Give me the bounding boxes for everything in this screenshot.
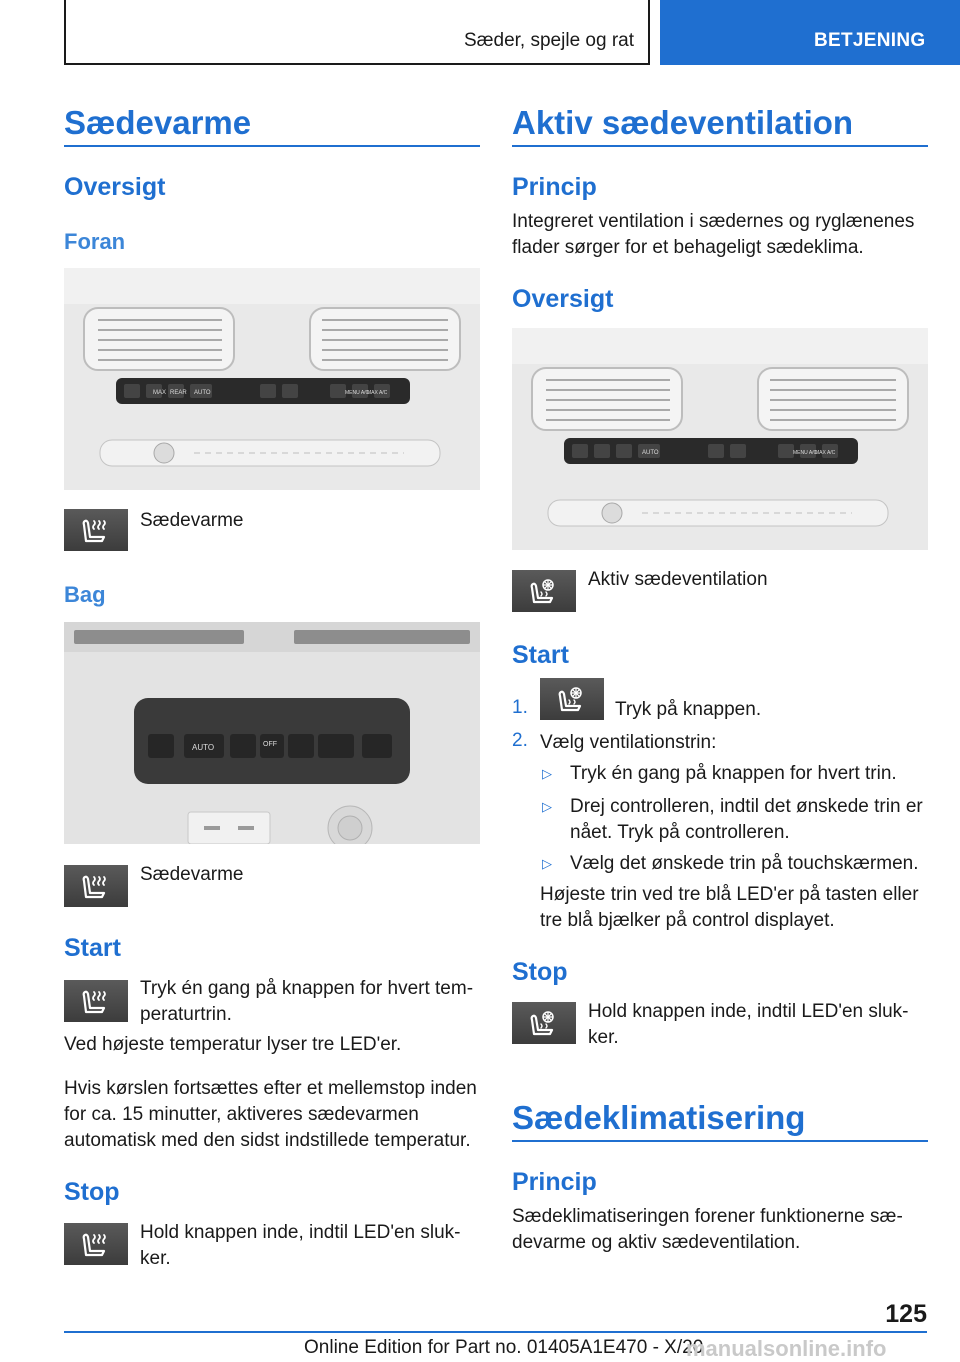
page-number: 125	[885, 1300, 927, 1328]
seat-heating-icon	[64, 1223, 128, 1265]
overview-heading: Oversigt	[512, 285, 614, 313]
seat-heating-title: Sædevarme	[64, 104, 252, 141]
step2-note: Højeste trin ved tre blå LED'er på tasten eller tre blå bjælker på control displayet.	[540, 884, 919, 931]
overview-heading: Oversigt	[64, 173, 166, 201]
rear-panel-off-label: OFF	[263, 741, 277, 748]
seat-ventilation-icon	[540, 678, 604, 720]
front-panel-max-ac-label: MAX A/C	[815, 450, 836, 456]
seat-heating-icon	[64, 980, 128, 1022]
step-text: Tryk på knappen.	[615, 699, 762, 720]
rear-heading: Bag	[64, 582, 106, 607]
rear-caption: Sædevarme	[140, 864, 244, 885]
seat-ventilation-icon	[512, 1002, 576, 1044]
stop-text: Hold knappen inde, indtil LED'en slukker.	[140, 1222, 461, 1269]
seat-ventilation-title: Aktiv sædeventilation	[512, 104, 854, 141]
principle-text: Sædeklimatiseringen forener funktionerne sædevarme og aktiv sædeventilation.	[512, 1206, 903, 1253]
footer-edition: Online Edition for Part no. 01405A1E470 - X/20	[304, 1337, 704, 1358]
principle-heading: Princip	[512, 173, 597, 201]
front-panel-max-ac-label: MAX A/C	[367, 390, 388, 396]
stop-heading: Stop	[64, 1178, 120, 1206]
step-text: Vælg ventilationstrin:	[540, 732, 717, 753]
principle-text: Integreret ventilation i sædernes og ryglænenes flader sørger for et behageligt sædeklima.	[512, 211, 915, 258]
triangle-right-icon: ▷	[542, 856, 552, 871]
footer-rule	[64, 1331, 927, 1333]
title-underline	[512, 145, 928, 147]
step-number: 2.	[512, 730, 528, 751]
front-console-photo	[512, 328, 928, 550]
front-heading: Foran	[64, 229, 126, 254]
header-chapter-title: BETJENING	[814, 30, 926, 51]
header-section-title: Sæder, spejle og rat	[463, 30, 634, 51]
start-heading: Start	[64, 934, 121, 962]
front-caption: Sædevarme	[140, 510, 244, 531]
seat-heating-icon	[64, 865, 128, 907]
bullet-item: Drej controlleren, indtil det ønskede trin er nået. Tryk på controlleren.	[570, 796, 923, 843]
title-underline	[64, 145, 480, 147]
bullet-item: Vælg det ønskede trin på touchskærmen.	[570, 853, 919, 874]
seat-heating-icon	[64, 509, 128, 551]
front-panel-menu-label: MENU A/C	[793, 450, 818, 456]
stop-text: Hold knappen inde, indtil LED'en slukker.	[588, 1001, 909, 1048]
stop-heading: Stop	[512, 958, 568, 986]
overview-caption: Aktiv sædeventilation	[588, 569, 768, 590]
step-number: 1.	[512, 697, 528, 718]
bullet-item: Tryk én gang på knappen for hvert trin.	[570, 763, 897, 784]
start-led-note: Ved højeste temperatur lyser tre LED'er.	[64, 1034, 402, 1055]
front-console-photo	[64, 268, 480, 490]
header-section-box	[64, 0, 650, 65]
principle-heading: Princip	[512, 1168, 597, 1196]
rear-panel-auto-label: AUTO	[192, 743, 215, 752]
front-panel-max-label: MAX	[153, 390, 167, 396]
seat-climate-title: Sædeklimatisering	[512, 1099, 806, 1136]
triangle-right-icon: ▷	[542, 766, 552, 781]
rear-console-photo	[64, 622, 480, 844]
start-text: Tryk én gang på knappen for hvert temperaturtrin.	[140, 978, 474, 1025]
seat-ventilation-icon	[512, 570, 576, 612]
triangle-right-icon: ▷	[542, 799, 552, 814]
front-panel-menu-label: MENU A/C	[345, 390, 370, 396]
header-chapter-tab	[660, 0, 960, 65]
title-underline	[512, 1140, 928, 1142]
watermark: manualsonline.info	[686, 1336, 887, 1361]
start-auto-note: Hvis kørslen fortsættes efter et mellemstop inden for ca. 15 minutter, aktiveres sædevarmen automatisk med den sidst indstillede temperatur.	[64, 1078, 477, 1151]
front-panel-auto-label: AUTO	[642, 450, 659, 456]
front-panel-auto-label: AUTO	[194, 390, 211, 396]
front-panel-rear-label: REAR	[170, 390, 187, 396]
start-heading: Start	[512, 641, 569, 669]
